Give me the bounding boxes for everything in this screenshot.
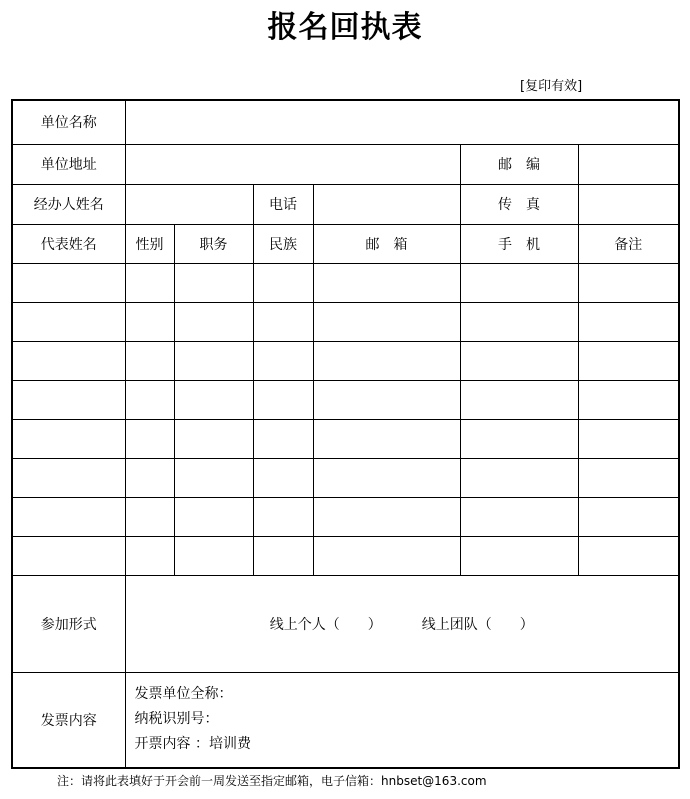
unit-name-field[interactable] <box>125 100 679 144</box>
col-remarks: 备注 <box>578 224 679 263</box>
col-gender: 性别 <box>125 224 174 263</box>
remarks-cell[interactable] <box>578 497 679 536</box>
representative-name-cell[interactable] <box>12 458 125 497</box>
handler-name-field[interactable] <box>125 184 253 224</box>
footnote: 注：请将此表填好于开会前一周发送至指定邮箱，电子信箱：hnbset@163.com <box>57 774 487 788</box>
invoice-unit-fullname: 发票单位全称： <box>134 686 233 703</box>
column-header-row <box>12 224 679 263</box>
mobile-cell[interactable] <box>460 458 578 497</box>
representative-name-cell[interactable] <box>12 263 125 302</box>
mobile-cell[interactable] <box>460 380 578 419</box>
mobile-cell[interactable] <box>460 341 578 380</box>
table-row <box>12 380 679 419</box>
position-cell[interactable] <box>174 458 253 497</box>
email-cell[interactable] <box>313 263 460 302</box>
mobile-cell[interactable] <box>460 263 578 302</box>
position-cell[interactable] <box>174 497 253 536</box>
unit-address-label: 单位地址 <box>12 144 125 184</box>
email-cell[interactable] <box>313 380 460 419</box>
remarks-cell[interactable] <box>578 458 679 497</box>
table-row <box>12 419 679 458</box>
unit-address-row <box>12 144 679 184</box>
unit-name-label: 单位名称 <box>12 100 125 144</box>
col-ethnicity: 民族 <box>253 224 313 263</box>
participation-label: 参加形式 <box>12 575 125 672</box>
remarks-cell[interactable] <box>578 341 679 380</box>
mobile-cell[interactable] <box>460 536 578 575</box>
gender-cell[interactable] <box>125 302 174 341</box>
ethnicity-cell[interactable] <box>253 497 313 536</box>
unit-address-field[interactable] <box>125 144 460 184</box>
table-row <box>12 263 679 302</box>
unit-name-row <box>12 100 679 144</box>
page-title: 报名回执表 <box>267 10 423 45</box>
remarks-cell[interactable] <box>578 380 679 419</box>
fax-field[interactable] <box>578 184 679 224</box>
representative-name-cell[interactable] <box>12 497 125 536</box>
online-team-option[interactable]: 线上团队（ ） <box>421 616 534 633</box>
position-cell[interactable] <box>174 536 253 575</box>
email-cell[interactable] <box>313 458 460 497</box>
position-cell[interactable] <box>174 380 253 419</box>
participation-row <box>12 575 679 672</box>
table-row <box>12 341 679 380</box>
copy-valid-note: [复印有效] <box>520 79 583 94</box>
invoice-content[interactable] <box>125 672 679 768</box>
ethnicity-cell[interactable] <box>253 536 313 575</box>
participation-options <box>125 575 679 672</box>
position-cell[interactable] <box>174 263 253 302</box>
representative-rows <box>12 263 679 575</box>
postcode-label: 邮 编 <box>460 144 578 184</box>
phone-label: 电话 <box>253 184 313 224</box>
invoice-label: 发票内容 <box>12 672 125 768</box>
gender-cell[interactable] <box>125 380 174 419</box>
remarks-cell[interactable] <box>578 419 679 458</box>
mobile-cell[interactable] <box>460 419 578 458</box>
fax-label: 传 真 <box>460 184 578 224</box>
gender-cell[interactable] <box>125 458 174 497</box>
mobile-cell[interactable] <box>460 497 578 536</box>
representative-name-cell[interactable] <box>12 536 125 575</box>
position-cell[interactable] <box>174 302 253 341</box>
email-cell[interactable] <box>313 302 460 341</box>
ethnicity-cell[interactable] <box>253 380 313 419</box>
table-row <box>12 536 679 575</box>
position-cell[interactable] <box>174 419 253 458</box>
ethnicity-cell[interactable] <box>253 341 313 380</box>
postcode-field[interactable] <box>578 144 679 184</box>
representative-name-cell[interactable] <box>12 302 125 341</box>
handler-row <box>12 184 679 224</box>
email-cell[interactable] <box>313 536 460 575</box>
gender-cell[interactable] <box>125 263 174 302</box>
email-cell[interactable] <box>313 419 460 458</box>
representative-name-cell[interactable] <box>12 380 125 419</box>
remarks-cell[interactable] <box>578 302 679 341</box>
table-row <box>12 458 679 497</box>
col-representative-name: 代表姓名 <box>12 224 125 263</box>
remarks-cell[interactable] <box>578 536 679 575</box>
mobile-cell[interactable] <box>460 302 578 341</box>
email-cell[interactable] <box>313 341 460 380</box>
gender-cell[interactable] <box>125 536 174 575</box>
invoice-row <box>12 672 679 768</box>
email-cell[interactable] <box>313 497 460 536</box>
ethnicity-cell[interactable] <box>253 419 313 458</box>
position-cell[interactable] <box>174 341 253 380</box>
ethnicity-cell[interactable] <box>253 302 313 341</box>
invoice-content-line: 开票内容 ：培训费 <box>134 736 251 753</box>
handler-name-label: 经办人姓名 <box>12 184 125 224</box>
representative-name-cell[interactable] <box>12 419 125 458</box>
gender-cell[interactable] <box>125 341 174 380</box>
table-row <box>12 302 679 341</box>
invoice-tax-id: 纳税识别号： <box>134 711 219 728</box>
gender-cell[interactable] <box>125 419 174 458</box>
ethnicity-cell[interactable] <box>253 263 313 302</box>
online-individual-option[interactable]: 线上个人（ ） <box>269 616 382 633</box>
registration-form-table <box>11 99 680 769</box>
col-mobile: 手 机 <box>460 224 578 263</box>
gender-cell[interactable] <box>125 497 174 536</box>
representative-name-cell[interactable] <box>12 341 125 380</box>
remarks-cell[interactable] <box>578 263 679 302</box>
col-email: 邮 箱 <box>313 224 460 263</box>
ethnicity-cell[interactable] <box>253 458 313 497</box>
phone-field[interactable] <box>313 184 460 224</box>
table-row <box>12 497 679 536</box>
col-position: 职务 <box>174 224 253 263</box>
